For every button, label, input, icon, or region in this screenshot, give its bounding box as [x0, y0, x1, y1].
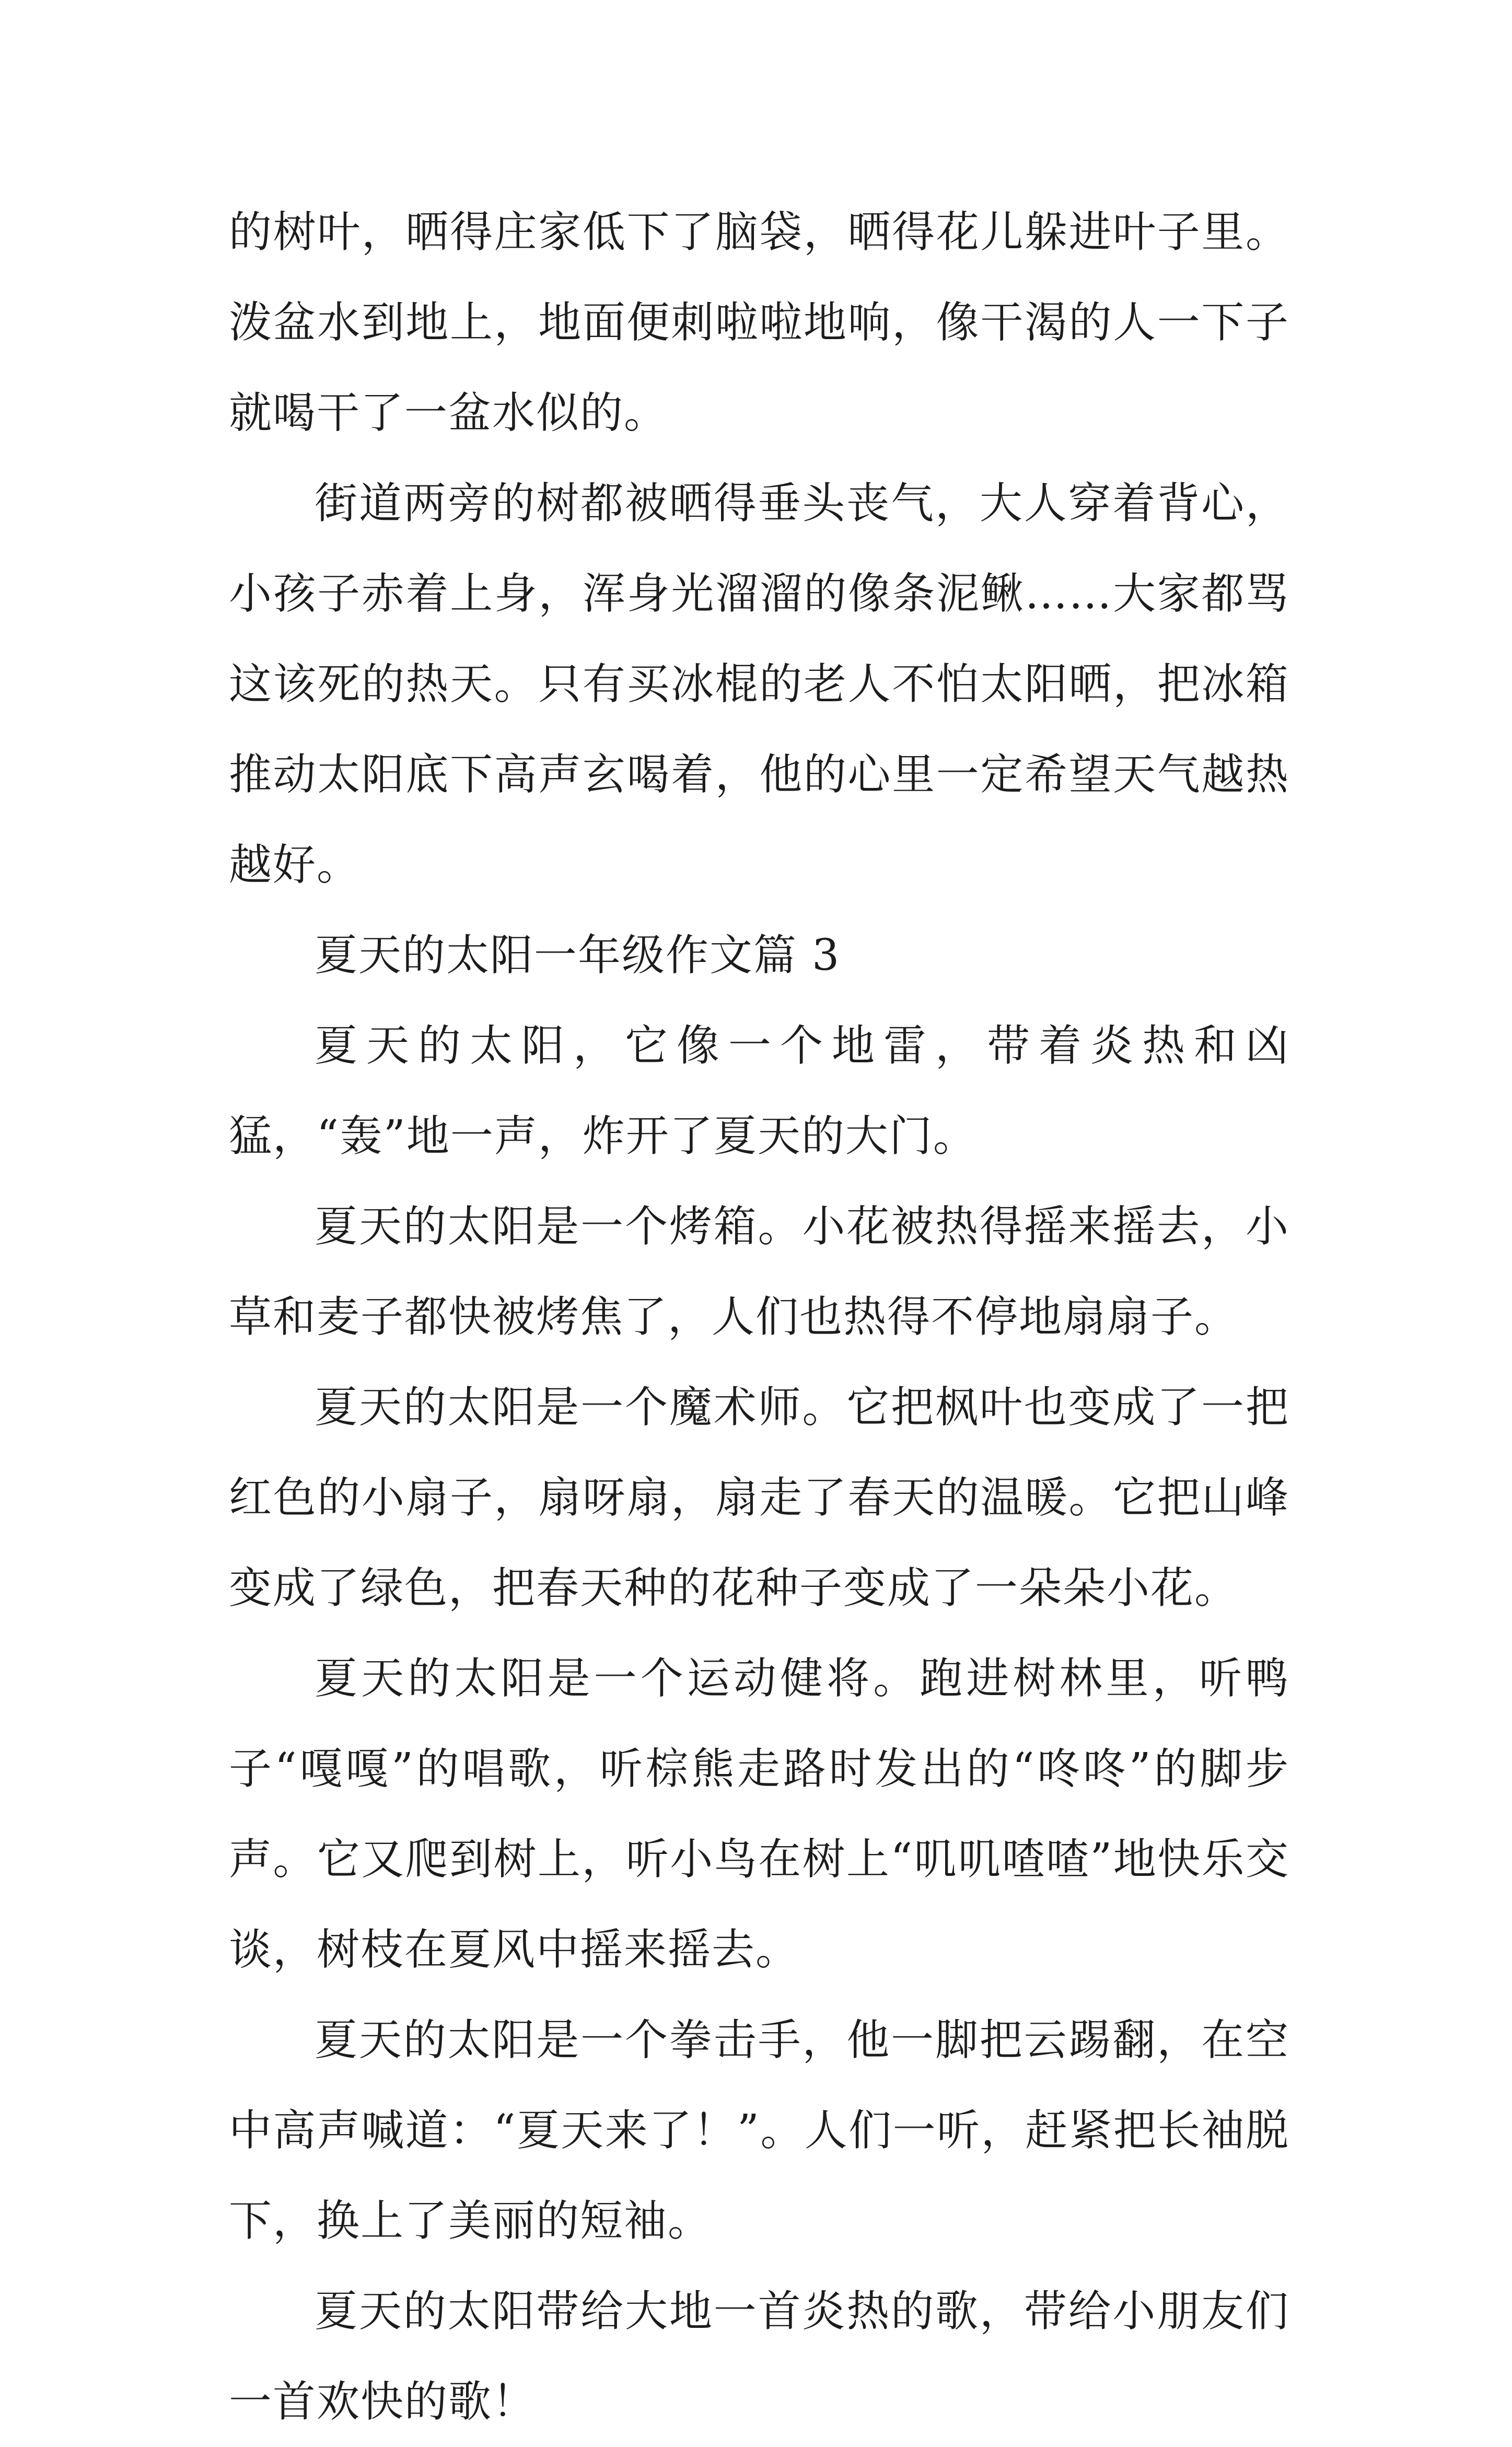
paragraph-continuation: 的树叶，晒得庄家低下了脑袋，晒得花儿躲进叶子里。泼盆水到地上，地面便刺啦啦地响，像干渴的人一下子就喝干了一盆水似的。 — [229, 207, 1289, 438]
paragraph-athlete: 夏天的太阳是一个运动健将。跑进树林里，听鸭子“嘎嘎”的唱歌，听棕熊走路时发出的“咚咚”的脚步声。它又爬到树上，听小鸟在树上“叽叽喳喳”地快乐交谈，树枝在夏风中摇来摇去。 — [229, 1654, 1289, 1975]
paragraph-landmine: 夏天的太阳，它像一个地雷，带着炎热和凶猛，“轰”地一声，炸开了夏天的大门。 — [229, 1021, 1289, 1161]
paragraph-street-trees: 街道两旁的树都被晒得垂头丧气，大人穿着背心，小孩子赤着上身，浑身光溜溜的像条泥鳅……大家都骂这该死的热天。只有买冰棍的老人不怕太阳晒，把冰箱推动太阳底下高声玄喝着，他的心里一定希望天气越热越好。 — [229, 479, 1289, 890]
paragraph-song: 夏天的太阳带给大地一首炎热的歌，带给小朋友们一首欢快的歌！ — [229, 2287, 1289, 2427]
essay-heading: 夏天的太阳一年级作文篇 3 — [315, 931, 841, 980]
paragraph-boxer: 夏天的太阳是一个拳击手，他一脚把云踢翻，在空中高声喊道：“夏天来了！”。人们一听，赶紧把长袖脱下，换上了美丽的短袖。 — [229, 2015, 1289, 2246]
document-page — [229, 187, 1289, 2447]
paragraph-magician: 夏天的太阳是一个魔术师。它把枫叶也变成了一把红色的小扇子，扇呀扇，扇走了春天的温暖。它把山峰变成了绿色，把春天种的花种子变成了一朵朵小花。 — [229, 1383, 1289, 1613]
paragraph-oven: 夏天的太阳是一个烤箱。小花被热得摇来摇去，小草和麦子都快被烤焦了，人们也热得不停地扇扇子。 — [229, 1202, 1289, 1342]
